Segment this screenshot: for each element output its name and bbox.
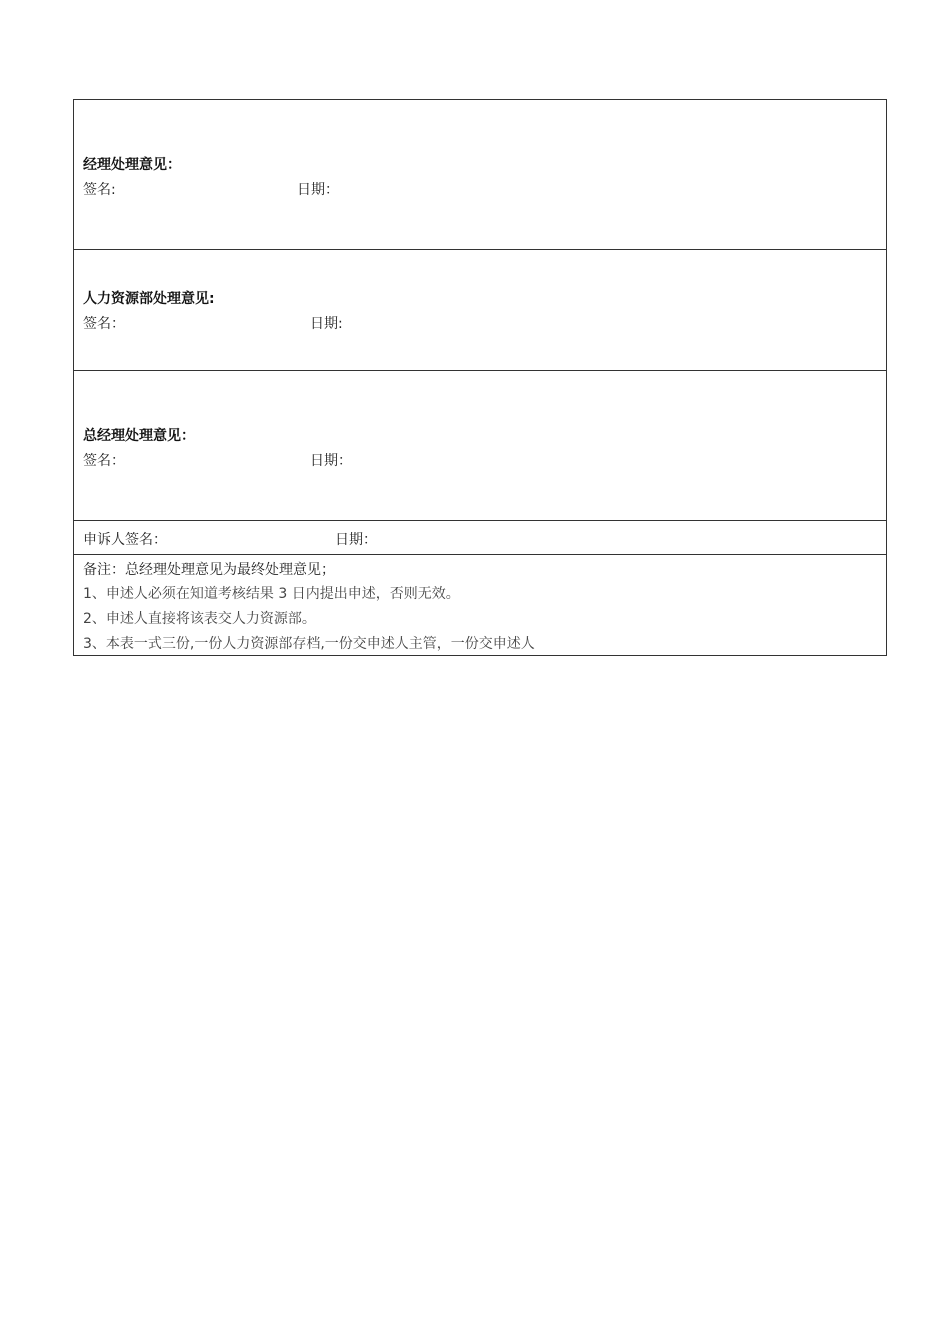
gm-opinion-section [74,371,886,521]
appellant-date-label: 日期： [335,532,377,548]
notes-section [74,555,886,655]
note-item: 2、申述人直接将该表交人力资源部。 [83,611,316,627]
manager-date-label: 日期： [297,182,339,198]
manager-opinion-heading: 经理处理意见： [83,157,181,173]
appeal-form-table [73,99,887,656]
gm-opinion-heading: 总经理处理意见： [83,428,195,444]
hr-opinion-section [74,250,886,371]
gm-date-label: 日期： [310,453,352,469]
appellant-signature-section [74,521,886,555]
note-item: 3、本表一式三份,一份人力资源部存档,一份交申述人主管，一份交申述人 [83,636,535,652]
manager-signature-label: 签名: [83,182,116,198]
appellant-signature-label: 申诉人签名： [83,532,167,548]
hr-opinion-heading: 人力资源部处理意见: [83,291,215,307]
manager-opinion-section [74,100,886,250]
gm-signature-label: 签名： [83,453,125,469]
note-item: 1、申述人必须在知道考核结果 3 日内提出申述，否则无效。 [83,586,460,602]
notes-title: 备注：总经理处理意见为最终处理意见； [83,562,335,578]
hr-date-label: 日期: [310,316,343,332]
hr-signature-label: 签名： [83,316,125,332]
